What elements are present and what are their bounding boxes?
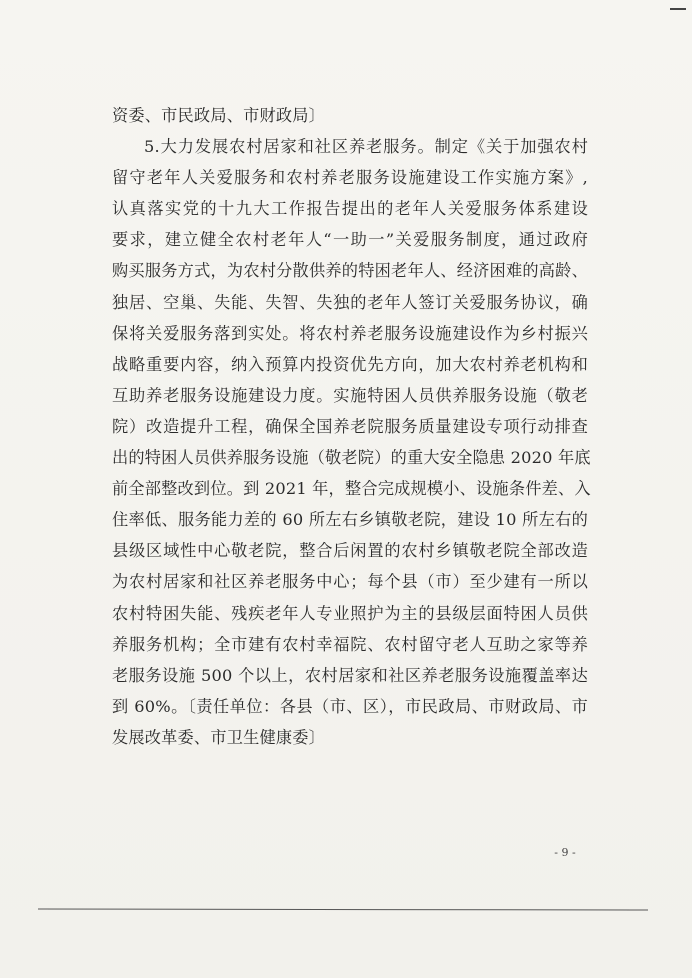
text-line: 独居、空巢、失能、失智、失独的老年人签订关爱服务协议，确: [112, 292, 588, 312]
text-line: 5.大力发展农村居家和社区养老服务。制定《关于加强农村: [144, 137, 588, 157]
text-line: 为农村居家和社区养老服务中心；每个县（市）至少建有一所以: [112, 572, 588, 592]
text-line: 战略重要内容，纳入预算内投资优先方向，加大农村养老机构和: [112, 354, 588, 374]
footer-divider: [38, 908, 648, 910]
text-line: 资委、市民政局、市财政局〕: [112, 106, 326, 125]
text-line: 到 60%。〔责任单位：各县（市、区），市民政局、市财政局、市: [112, 696, 588, 716]
text-line: 要求，建立健全农村老年人“一助一”关爱服务制度，通过政府: [112, 230, 588, 250]
text-line: 养服务机构；全市建有农村幸福院、农村留守老人互助之家等养: [112, 634, 588, 654]
text-line: 老服务设施 500 个以上，农村居家和社区养老服务设施覆盖率达: [112, 665, 588, 685]
corner-mark: [670, 8, 686, 10]
text-line: 购买服务方式，为农村分散供养的特困老年人、经济困难的高龄、: [112, 261, 588, 281]
text-line: 保将关爱服务落到实处。将农村养老服务设施建设作为乡村振兴: [112, 323, 588, 343]
text-line: 互助养老服务设施建设力度。实施特困人员供养服务设施（敬老: [112, 385, 588, 405]
text-line: 前全部整改到位。到 2021 年，整合完成规模小、设施条件差、入: [112, 479, 591, 499]
page-number: - 9 -: [554, 846, 576, 859]
document-body: [112, 100, 591, 753]
text-line: 农村特困失能、残疾老年人专业照护为主的县级层面特困人员供: [112, 603, 588, 623]
text-line: 院）改造提升工程，确保全国养老院服务质量建设专项行动排查: [112, 416, 588, 436]
text-line: 县级区域性中心敬老院，整合后闲置的农村乡镇敬老院全部改造: [112, 541, 588, 561]
text-line: 发展改革委、市卫生健康委〕: [112, 727, 326, 747]
text-line: 出的特困人员供养服务设施（敬老院）的重大安全隐患 2020 年底: [112, 448, 591, 468]
text-line: 认真落实党的十九大工作报告提出的老年人关爱服务体系建设: [112, 199, 588, 219]
text-line: 留守老年人关爱服务和农村养老服务设施建设工作实施方案》,: [112, 168, 588, 188]
text-line: 住率低、服务能力差的 60 所左右乡镇敬老院，建设 10 所左右的: [112, 510, 588, 530]
